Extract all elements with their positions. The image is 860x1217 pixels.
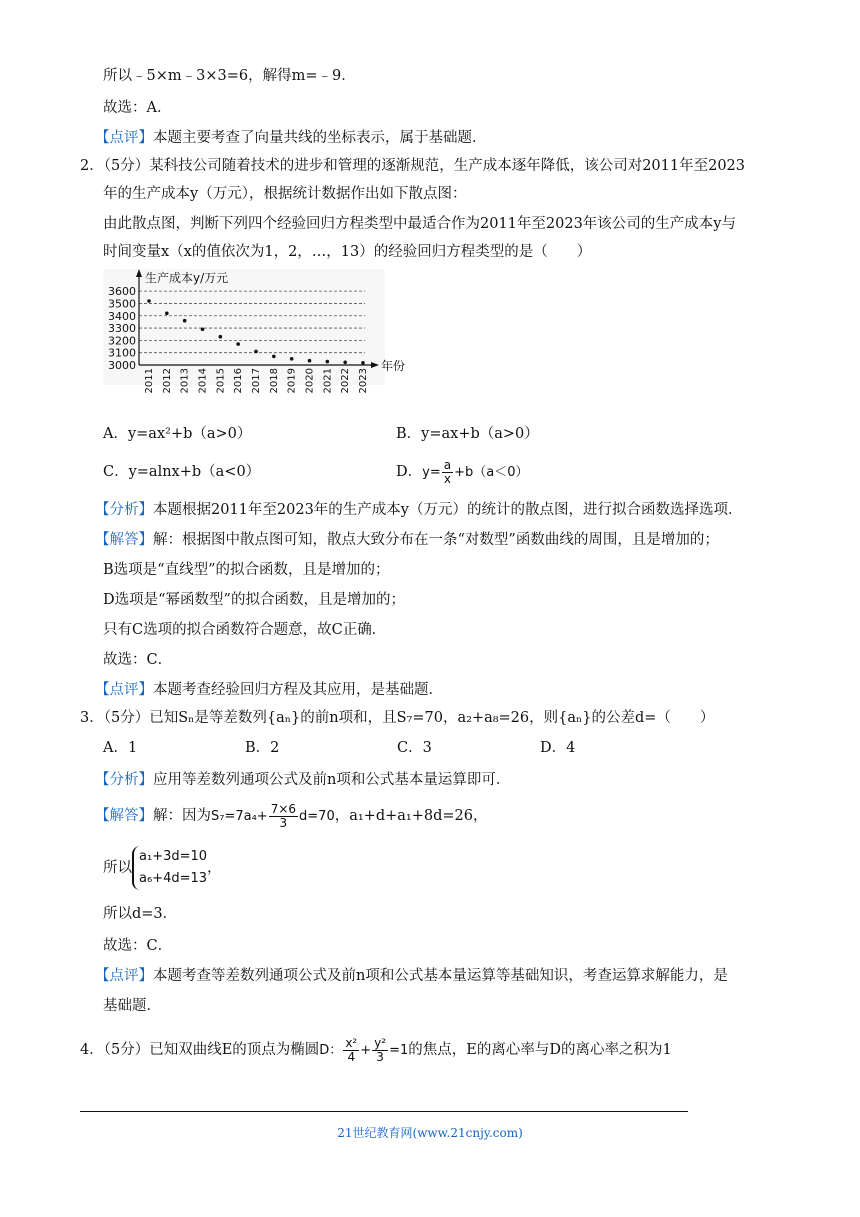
x-tick-label: 2011 bbox=[144, 368, 155, 394]
formula-tail: d=70 bbox=[299, 809, 335, 824]
system-line bbox=[103, 844, 222, 892]
x-tick-label: 2021 bbox=[322, 368, 334, 394]
data-point bbox=[272, 355, 276, 359]
x-tick-label: 2019 bbox=[286, 368, 298, 394]
y-tick-label: 3500 bbox=[108, 297, 136, 311]
comment-tag: 【点评】 bbox=[95, 682, 153, 698]
x-tick-label: 2020 bbox=[304, 368, 316, 394]
option-d-label: D． bbox=[396, 464, 423, 480]
analysis-line bbox=[95, 770, 510, 790]
question-2-line: 由此散点图，判断下列四个经验回归方程类型中最适合作为2011年至2023年该公司的生产成本y与 bbox=[103, 216, 736, 232]
formula-fraction bbox=[269, 803, 298, 830]
footer-divider bbox=[80, 1111, 688, 1112]
data-point bbox=[183, 319, 187, 323]
x-tick-label: 2012 bbox=[161, 368, 173, 394]
equation-1: a₁+3d=10 bbox=[139, 849, 208, 864]
choose-line: 故选：C． bbox=[103, 652, 173, 668]
x-axis-label: 年份 bbox=[381, 359, 406, 373]
fraction-numerator: a bbox=[443, 457, 452, 472]
fraction-numerator: x² bbox=[345, 1035, 358, 1050]
analysis-text: 本题根据2011年至2023年的生产成本y（万元）的统计的散点图，进行拟合函数选择选项． bbox=[153, 502, 743, 518]
option-d-y: y= bbox=[422, 465, 441, 480]
data-point bbox=[361, 361, 365, 365]
solution-line bbox=[95, 530, 719, 550]
option-d: D．4 bbox=[540, 740, 576, 756]
data-point bbox=[343, 360, 347, 364]
data-point bbox=[219, 335, 223, 339]
equation-system bbox=[132, 846, 207, 890]
solution-tag: 【解答】 bbox=[95, 808, 153, 824]
option-a: A．y=ax²+b（a>0） bbox=[103, 426, 252, 442]
scatter-chart bbox=[103, 269, 406, 394]
ellipse-label: D： bbox=[319, 1043, 343, 1058]
x-tick-label: 2016 bbox=[233, 368, 245, 394]
solution-line: D选项是“幂函数型”的拟合函数，且是增加的； bbox=[103, 592, 405, 608]
comment-tag: 【点评】 bbox=[95, 968, 153, 984]
system-end: ， bbox=[207, 860, 222, 876]
y-tick-label: 3100 bbox=[108, 346, 136, 360]
x-tick-label: 2022 bbox=[340, 368, 352, 394]
formula-s7: S₇=7a₄+ bbox=[211, 809, 268, 824]
y-tick-label: 3000 bbox=[108, 359, 136, 372]
solution-tag: 【解答】 bbox=[95, 532, 153, 548]
y-tick-label: 3200 bbox=[108, 334, 136, 348]
x-tick-label: 2017 bbox=[251, 368, 262, 394]
data-point bbox=[147, 299, 151, 303]
solution-line bbox=[95, 802, 487, 831]
solution-line: B选项是“直线型”的拟合函数，且是增加的； bbox=[103, 562, 390, 578]
equation-2: a₆+4d=13 bbox=[139, 871, 208, 886]
fraction-y bbox=[372, 1037, 388, 1064]
equals-one: =1 bbox=[389, 1043, 409, 1058]
solution-text: 解：根据图中散点图可知，散点大致分布在一条“对数型”函数曲线的周围，且是增加的； bbox=[153, 532, 719, 548]
comment-line bbox=[95, 966, 728, 986]
text-line: 故选：A． bbox=[103, 100, 172, 116]
solution-line: 只有C选项的拟合函数符合题意，故C正确． bbox=[103, 622, 387, 638]
y-tick-label: 3600 bbox=[108, 285, 136, 299]
data-point bbox=[165, 312, 169, 316]
x-tick-label: 2015 bbox=[215, 368, 227, 394]
question-text: 4．（5分）已知双曲线E的顶点为椭圆 bbox=[80, 1042, 320, 1058]
fraction-numerator: y² bbox=[374, 1035, 387, 1050]
comment-line bbox=[95, 680, 443, 700]
choose-line: 故选：C． bbox=[103, 938, 173, 954]
data-point bbox=[254, 350, 258, 354]
y-tick-label: 3300 bbox=[108, 322, 136, 336]
plus-sign: + bbox=[360, 1043, 372, 1058]
option-c: C．y=alnx+b（a<0） bbox=[103, 464, 261, 480]
option-d-rest: +b（a＜0） bbox=[454, 465, 529, 480]
footer-link[interactable]: 21世纪教育网(www.21cnjy.com) bbox=[337, 1126, 523, 1140]
x-tick-label: 2018 bbox=[268, 368, 280, 394]
data-point bbox=[236, 342, 240, 346]
y-axis-label: 生产成本y/万元 bbox=[145, 271, 229, 285]
analysis-tag: 【分析】 bbox=[95, 502, 153, 518]
fraction-numerator: 7×6 bbox=[270, 801, 297, 816]
y-axis-arrow bbox=[136, 269, 142, 277]
result-line: 所以d=3． bbox=[103, 906, 178, 922]
option-b: B．2 bbox=[245, 740, 280, 756]
comment-line: 基础题． bbox=[103, 998, 161, 1014]
comment-text: 本题考查等差数列通项公式及前n项和公式基本量运算等基础知识，考查运算求解能力，是 bbox=[153, 968, 728, 984]
fraction-denominator: 3 bbox=[376, 1049, 384, 1064]
comment-text: 本题主要考查了向量共线的坐标表示，属于基础题． bbox=[153, 130, 487, 146]
x-tick-label: 2023 bbox=[358, 368, 369, 394]
so-text: 所以 bbox=[103, 860, 132, 876]
data-point bbox=[326, 360, 330, 364]
option-d bbox=[396, 458, 528, 487]
option-b: B．y=ax+b（a>0） bbox=[396, 426, 539, 442]
comment-tag: 【点评】 bbox=[95, 130, 153, 146]
question-4-line bbox=[80, 1034, 672, 1067]
analysis-tag: 【分析】 bbox=[95, 772, 153, 788]
x-tick-label: 2014 bbox=[197, 368, 209, 394]
x-axis-arrow bbox=[371, 362, 379, 368]
text-line bbox=[95, 128, 487, 148]
data-point bbox=[290, 357, 294, 361]
fraction-denominator: 4 bbox=[347, 1049, 356, 1064]
data-point bbox=[308, 359, 312, 363]
solution-text: 解：因为 bbox=[153, 808, 211, 824]
question-text: 的焦点，E的离心率与D的离心率之积为1 bbox=[408, 1042, 672, 1058]
option-a: A．1 bbox=[103, 740, 138, 756]
question-2-line: 年的生产成本y（万元），根据统计数据作出如下散点图： bbox=[103, 186, 467, 202]
analysis-text: 应用等差数列通项公式及前n项和公式基本量运算即可． bbox=[153, 772, 511, 788]
fraction-x bbox=[343, 1037, 359, 1064]
question-2-line: 时间变量x（x的值依次为1，2，…，13）的经验回归方程类型的是（ ） bbox=[103, 244, 592, 260]
data-point bbox=[201, 328, 205, 332]
solution-text: ，a₁+d+a₁+8d=26， bbox=[334, 808, 488, 824]
fraction-denominator: x bbox=[443, 471, 451, 486]
question-2-line: 2．（5分）某科技公司随着技术的进步和管理的逐渐规范，生产成本逐年降低，该公司对2011年至2023 bbox=[80, 158, 745, 174]
fraction-denominator: 3 bbox=[279, 815, 288, 830]
x-tick-label: 2013 bbox=[179, 368, 191, 394]
analysis-line bbox=[95, 500, 743, 520]
option-d-fraction bbox=[442, 459, 453, 486]
option-c: C．3 bbox=[397, 740, 432, 756]
comment-text: 本题考查经验回归方程及其应用，是基础题． bbox=[153, 682, 443, 698]
y-tick-label: 3400 bbox=[108, 309, 136, 323]
text-line: 所以﹣5×m﹣3×3=6，解得m=﹣9． bbox=[103, 68, 356, 84]
question-3-line: 3．（5分）已知Sₙ是等差数列{aₙ}的前n项和，且S₇=70，a₂+a₈=26，则{aₙ}的公差d=（ ） bbox=[80, 710, 715, 726]
